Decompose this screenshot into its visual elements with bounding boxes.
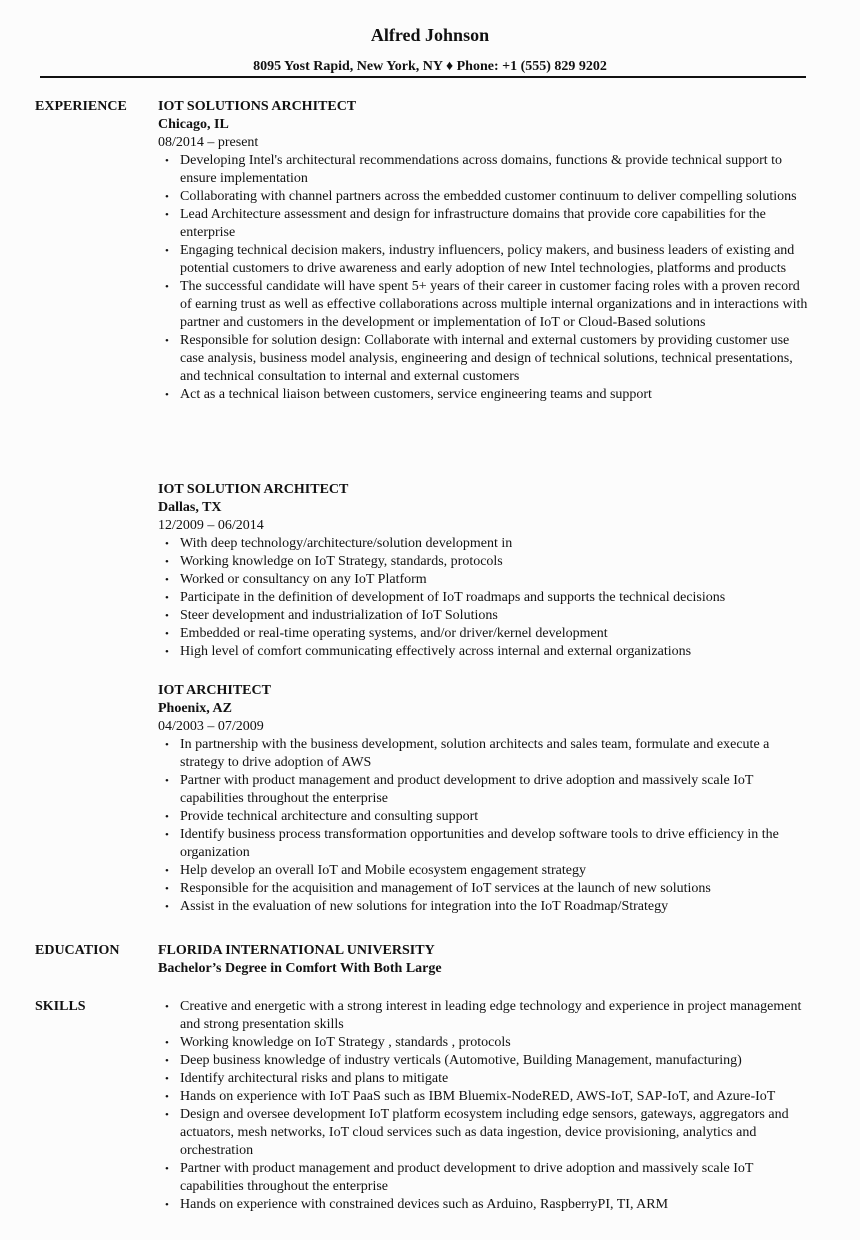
job-entry: [158, 98, 808, 404]
bullet-item: • Participate in the definition of development of IoT roadmaps and supports the technical decisions: [180, 589, 808, 607]
bullet-item: • In partnership with the business development, solution architects and sales team, formulate and execute a strategy to drive adoption of AWS: [180, 736, 808, 772]
bullet-item: • Steer development and industrialization of IoT Solutions: [180, 607, 808, 625]
job-location: Chicago, IL: [158, 117, 229, 132]
skills-list-block: [158, 998, 808, 1214]
bullet-item: • Worked or consultancy on any IoT Platform: [180, 571, 808, 589]
job-title: IOT SOLUTIONS ARCHITECT: [158, 99, 357, 114]
bullet-item: • Help develop an overall IoT and Mobile ecosystem engagement strategy: [180, 862, 808, 880]
job-entry: [158, 481, 808, 661]
bullet-item: • Act as a technical liaison between customers, service engineering teams and support: [180, 386, 808, 404]
section-skills: SKILLS: [35, 999, 86, 1014]
job-entry: [158, 682, 808, 916]
skill-item: • Hands on experience with IoT PaaS such as IBM Bluemix-NodeRED, AWS-IoT, SAP-IoT, and Azure-IoT: [180, 1088, 808, 1106]
bullet-item: • With deep technology/architecture/solution development in: [180, 535, 808, 553]
job-bullets: [158, 152, 808, 404]
job-location: Dallas, TX: [158, 500, 222, 515]
bullet-item: • High level of comfort communicating effectively across internal and external organizations: [180, 643, 808, 661]
job-title: IOT SOLUTION ARCHITECT: [158, 482, 349, 497]
contact-line: 8095 Yost Rapid, New York, NY ♦ Phone: +1 (555) 829 9202: [253, 59, 607, 74]
job-dates: 04/2003 – 07/2009: [158, 719, 264, 734]
job-dates: 12/2009 – 06/2014: [158, 518, 264, 533]
skill-item: • Partner with product management and product development to drive adoption and massively scale IoT capabilities throughout the enterprise: [180, 1160, 808, 1196]
skill-item: • Hands on experience with constrained devices such as Arduino, RaspberryPI, TI, ARM: [180, 1196, 808, 1214]
school-name: FLORIDA INTERNATIONAL UNIVERSITY: [158, 943, 435, 958]
bullet-item: • The successful candidate will have spent 5+ years of their career in customer facing roles with a proven record of earning trust as well as effective collaborations across multiple internal organizations and in interactions with partner and customers in the development or implementation of IoT or Cloud-Based solutions: [180, 278, 808, 332]
bullet-item: • Lead Architecture assessment and design for infrastructure domains that provide core capabilities for the enterprise: [180, 206, 808, 242]
section-experience: EXPERIENCE: [35, 99, 127, 114]
job-dates: 08/2014 – present: [158, 135, 259, 150]
skill-item: • Identify architectural risks and plans to mitigate: [180, 1070, 808, 1088]
bullet-item: • Engaging technical decision makers, industry influencers, policy makers, and business leaders of existing and potential customers to drive awareness and early adoption of new Intel technologies, platforms and products: [180, 242, 808, 278]
bullet-item: • Provide technical architecture and consulting support: [180, 808, 808, 826]
skills-list: [158, 998, 808, 1214]
bullet-item: • Embedded or real-time operating systems, and/or driver/kernel development: [180, 625, 808, 643]
job-title: IOT ARCHITECT: [158, 683, 271, 698]
bullet-item: • Responsible for the acquisition and management of IoT services at the launch of new solutions: [180, 880, 808, 898]
skill-item: • Design and oversee development IoT platform ecosystem including edge sensors, gateways, aggregators and actuators, mesh networks, IoT cloud services such as data ingestion, device provisioning, analytics and orchestration: [180, 1106, 808, 1160]
education-entry: [158, 942, 808, 978]
bullet-item: • Responsible for solution design: Collaborate with internal and external customers by providing customer use case analysis, business model analysis, engineering and design of technical solutions, technical presentations, and technical consultation to internal and external customers: [180, 332, 808, 386]
bullet-item: • Working knowledge on IoT Strategy, standards, protocols: [180, 553, 808, 571]
header-divider: [40, 76, 806, 78]
section-education: EDUCATION: [35, 943, 120, 958]
job-bullets: [158, 736, 808, 916]
bullet-item: • Identify business process transformation opportunities and develop software tools to drive efficiency in the organization: [180, 826, 808, 862]
skill-item: • Deep business knowledge of industry verticals (Automotive, Building Management, manufacturing): [180, 1052, 808, 1070]
bullet-item: • Collaborating with channel partners across the embedded customer continuum to deliver compelling solutions: [180, 188, 808, 206]
job-location: Phoenix, AZ: [158, 701, 232, 716]
bullet-item: • Partner with product management and product development to drive adoption and massively scale IoT capabilities throughout the enterprise: [180, 772, 808, 808]
job-bullets: [158, 535, 808, 661]
skill-item: • Creative and energetic with a strong interest in leading edge technology and experience in project management and strong presentation skills: [180, 998, 808, 1034]
degree: Bachelor’s Degree in Comfort With Both Large: [158, 961, 442, 976]
skill-item: • Working knowledge on IoT Strategy , standards , protocols: [180, 1034, 808, 1052]
bullet-item: • Developing Intel's architectural recommendations across domains, functions & provide technical support to ensure implementation: [180, 152, 808, 188]
candidate-name: Alfred Johnson: [370, 25, 490, 45]
bullet-item: • Assist in the evaluation of new solutions for integration into the IoT Roadmap/Strategy: [180, 898, 808, 916]
